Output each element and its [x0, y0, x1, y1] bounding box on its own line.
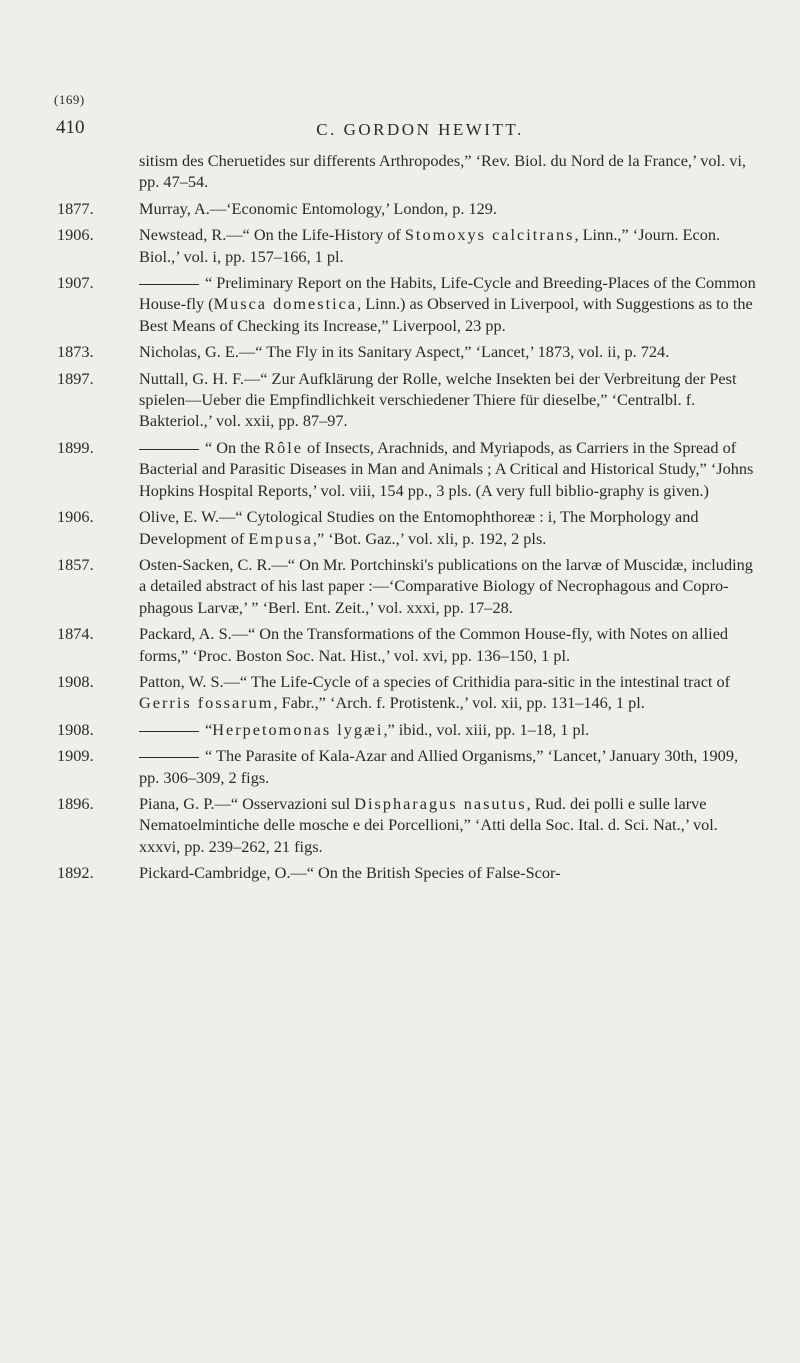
- entry-year: 1906.: [57, 507, 94, 527]
- bibliography-entry: [57, 437, 761, 501]
- running-head-text: C. GORDON HEWITT.: [316, 120, 524, 139]
- entry-text: “ On the Transformations of the Common House-fly, with Notes on allied forms,” ‘Proc. Boston Soc. Nat. Hist.,’ vol. xvi, pp. 136–150, 1 pl.: [139, 624, 729, 665]
- entry-author: Nuttall, G. H. F.—: [139, 368, 261, 388]
- entry-year: 1908.: [57, 719, 94, 739]
- entry-author: Packard, A. S.—: [139, 624, 248, 644]
- ditto-rule: [139, 731, 199, 732]
- running-head: [0, 120, 800, 140]
- entry-year: 1907.: [57, 273, 94, 293]
- entry-text-tail: , Linn.) as Observed in Liverpool, with Suggestions as to the Best Means of Checking its Increase,” Liverpool, 23 pp.: [139, 294, 753, 335]
- entry-author: Osten-Sacken, C. R.—: [139, 554, 288, 574]
- entry-year: 1892.: [57, 863, 94, 883]
- entry-species-name: Empusa: [248, 528, 313, 548]
- entry-text: “: [205, 719, 213, 739]
- ditto-rule: [139, 284, 199, 285]
- entry-text: “ The Fly in its Sanitary Aspect,” ‘Lancet,’ 1873, vol. ii, p. 724.: [255, 342, 670, 362]
- entry-year: 1874.: [57, 624, 94, 644]
- entry-year: 1857.: [57, 554, 94, 574]
- entry-text-tail: ,” ‘Bot. Gaz.,’ vol. xli, p. 192, 2 pls.: [312, 528, 547, 548]
- entry-year: 1908.: [57, 671, 94, 691]
- entry-text-tail: ,” ibid., vol. xiii, pp. 1–18, 1 pl.: [383, 719, 590, 739]
- entry-species-name: Rôle: [264, 437, 303, 457]
- entry-author: Nicholas, G. E.—: [139, 342, 256, 362]
- entry-text: “ On the: [205, 437, 265, 457]
- bibliography-entry: [57, 671, 761, 714]
- entry-list: [57, 198, 761, 884]
- bibliography-entry: [57, 198, 761, 219]
- entry-text: “ On the British Species of False-Scor-: [306, 863, 561, 883]
- ditto-rule: [139, 757, 199, 758]
- entry-author: Newstead, R.—: [139, 225, 243, 245]
- bibliography-entry: [57, 623, 761, 666]
- bibliography-entry: [57, 862, 761, 883]
- entry-species-name: Stomoxys calcitrans: [404, 225, 575, 245]
- entry-species-name: Gerris fossarum: [139, 693, 274, 713]
- entry-text: ‘Economic Entomology,’ London, p. 129.: [226, 198, 497, 218]
- entry-text: “ Osservazioni sul: [230, 793, 355, 813]
- entry-year: 1906.: [57, 225, 94, 245]
- entry-text-tail: of Insects, Arachnids, and Myriapods, as Carriers in the Spread of Bacterial and Parasitic Diseases in Man and Animals ; A Critical and Historical Study,” ‘Johns Hopkins Hospital Reports,’ vol. viii, 154 pp., 3 pls. (A very full biblio-graphy is given.): [139, 437, 754, 500]
- entry-text-tail: , Fabr.,” ‘Arch. f. Protistenk.,’ vol. xii, pp. 131–146, 1 pl.: [273, 693, 645, 713]
- entry-year: 1899.: [57, 437, 94, 457]
- entry-year: 1896.: [57, 793, 94, 813]
- entry-text: “ The Life-Cycle of a species of Crithidia para-sitic in the intestinal tract of: [239, 671, 731, 691]
- entry-species-name: Dispharagus nasutus: [354, 793, 527, 813]
- entry-author: Patton, W. S.—: [139, 671, 240, 691]
- entry-year: 1909.: [57, 746, 94, 766]
- entry-year: 1877.: [57, 198, 94, 218]
- entry-text-tail: , Rud. dei polli e sulle larve Nematoelmintiche delle mosche e dei Porcellioni,” ‘Atti della Soc. Ital. d. Sci. Nat.,’ vol. xxxvi, pp. 239–262, 21 figs.: [139, 793, 718, 856]
- bibliography-entry: [57, 224, 761, 267]
- entry-text-tail: , Linn.,” ‘Journ. Econ. Biol.,’ vol. i, pp. 157–166, 1 pl.: [139, 225, 721, 266]
- entry-text: “ On Mr. Portchinski's publications on the larvæ of Muscidæ, including a detailed abstract of his last paper :—‘Comparative Biology of Necrophagous and Copro-phagous Larvæ,’ ” ‘Berl. Ent. Zeit.,’ vol. xxxi, pp. 17–28.: [139, 554, 753, 617]
- page-number: 410: [56, 117, 85, 138]
- bibliography-entry: [57, 719, 761, 740]
- bibliography-entry: [57, 272, 761, 336]
- bibliography-entry: [57, 341, 761, 362]
- entry-text: “ Zur Aufklärung der Rolle, welche Insekten bei der Verbreitung der Pest spielen—Ueber die Empfindlichkeit verschiedener Thiere für dieselbe,” ‘Centralbl. f. Bakteriol.,’ vol. xxii, pp. 87–97.: [139, 368, 737, 431]
- entry-species-name: Musca domestica: [213, 294, 358, 314]
- bibliography-entry: [57, 554, 761, 618]
- entry-author: Murray, A.—: [139, 198, 227, 218]
- entry-text: “ On the Life-History of: [242, 225, 405, 245]
- entry-year: 1873.: [57, 342, 94, 362]
- bibliography-entry: [57, 368, 761, 432]
- entry-text: “ Cytological Studies on the Entomophthoreæ : i, The Morphology and Development of: [139, 507, 699, 548]
- entry-author: Pickard-Cambridge, O.—: [139, 863, 307, 883]
- bibliography-entry: [57, 506, 761, 549]
- entry-author: Olive, E. W.—: [139, 507, 236, 527]
- bibliography-entry: [57, 745, 761, 788]
- entry-text: “ Preliminary Report on the Habits, Life-Cycle and Breeding-Places of the Common House-fly (: [139, 273, 756, 314]
- bibliography: [57, 150, 761, 889]
- entry-year: 1897.: [57, 368, 94, 388]
- entry-text: “ The Parasite of Kala-Azar and Allied Organisms,” ‘Lancet,’ January 30th, 1909, pp. 306–309, 2 figs.: [139, 746, 739, 787]
- ditto-rule: [139, 449, 199, 450]
- bibliography-entry: [57, 793, 761, 857]
- entry-author: Piana, G. P.—: [139, 793, 231, 813]
- folio-mark: (169): [54, 92, 85, 107]
- entry-species-name: Herpetomonas lygæi: [212, 719, 384, 739]
- continued-entry: sitism des Cheruetides sur differents Arthropodes,” ‘Rev. Biol. du Nord de la France,’ vol. vi, pp. 47–54.: [139, 151, 746, 192]
